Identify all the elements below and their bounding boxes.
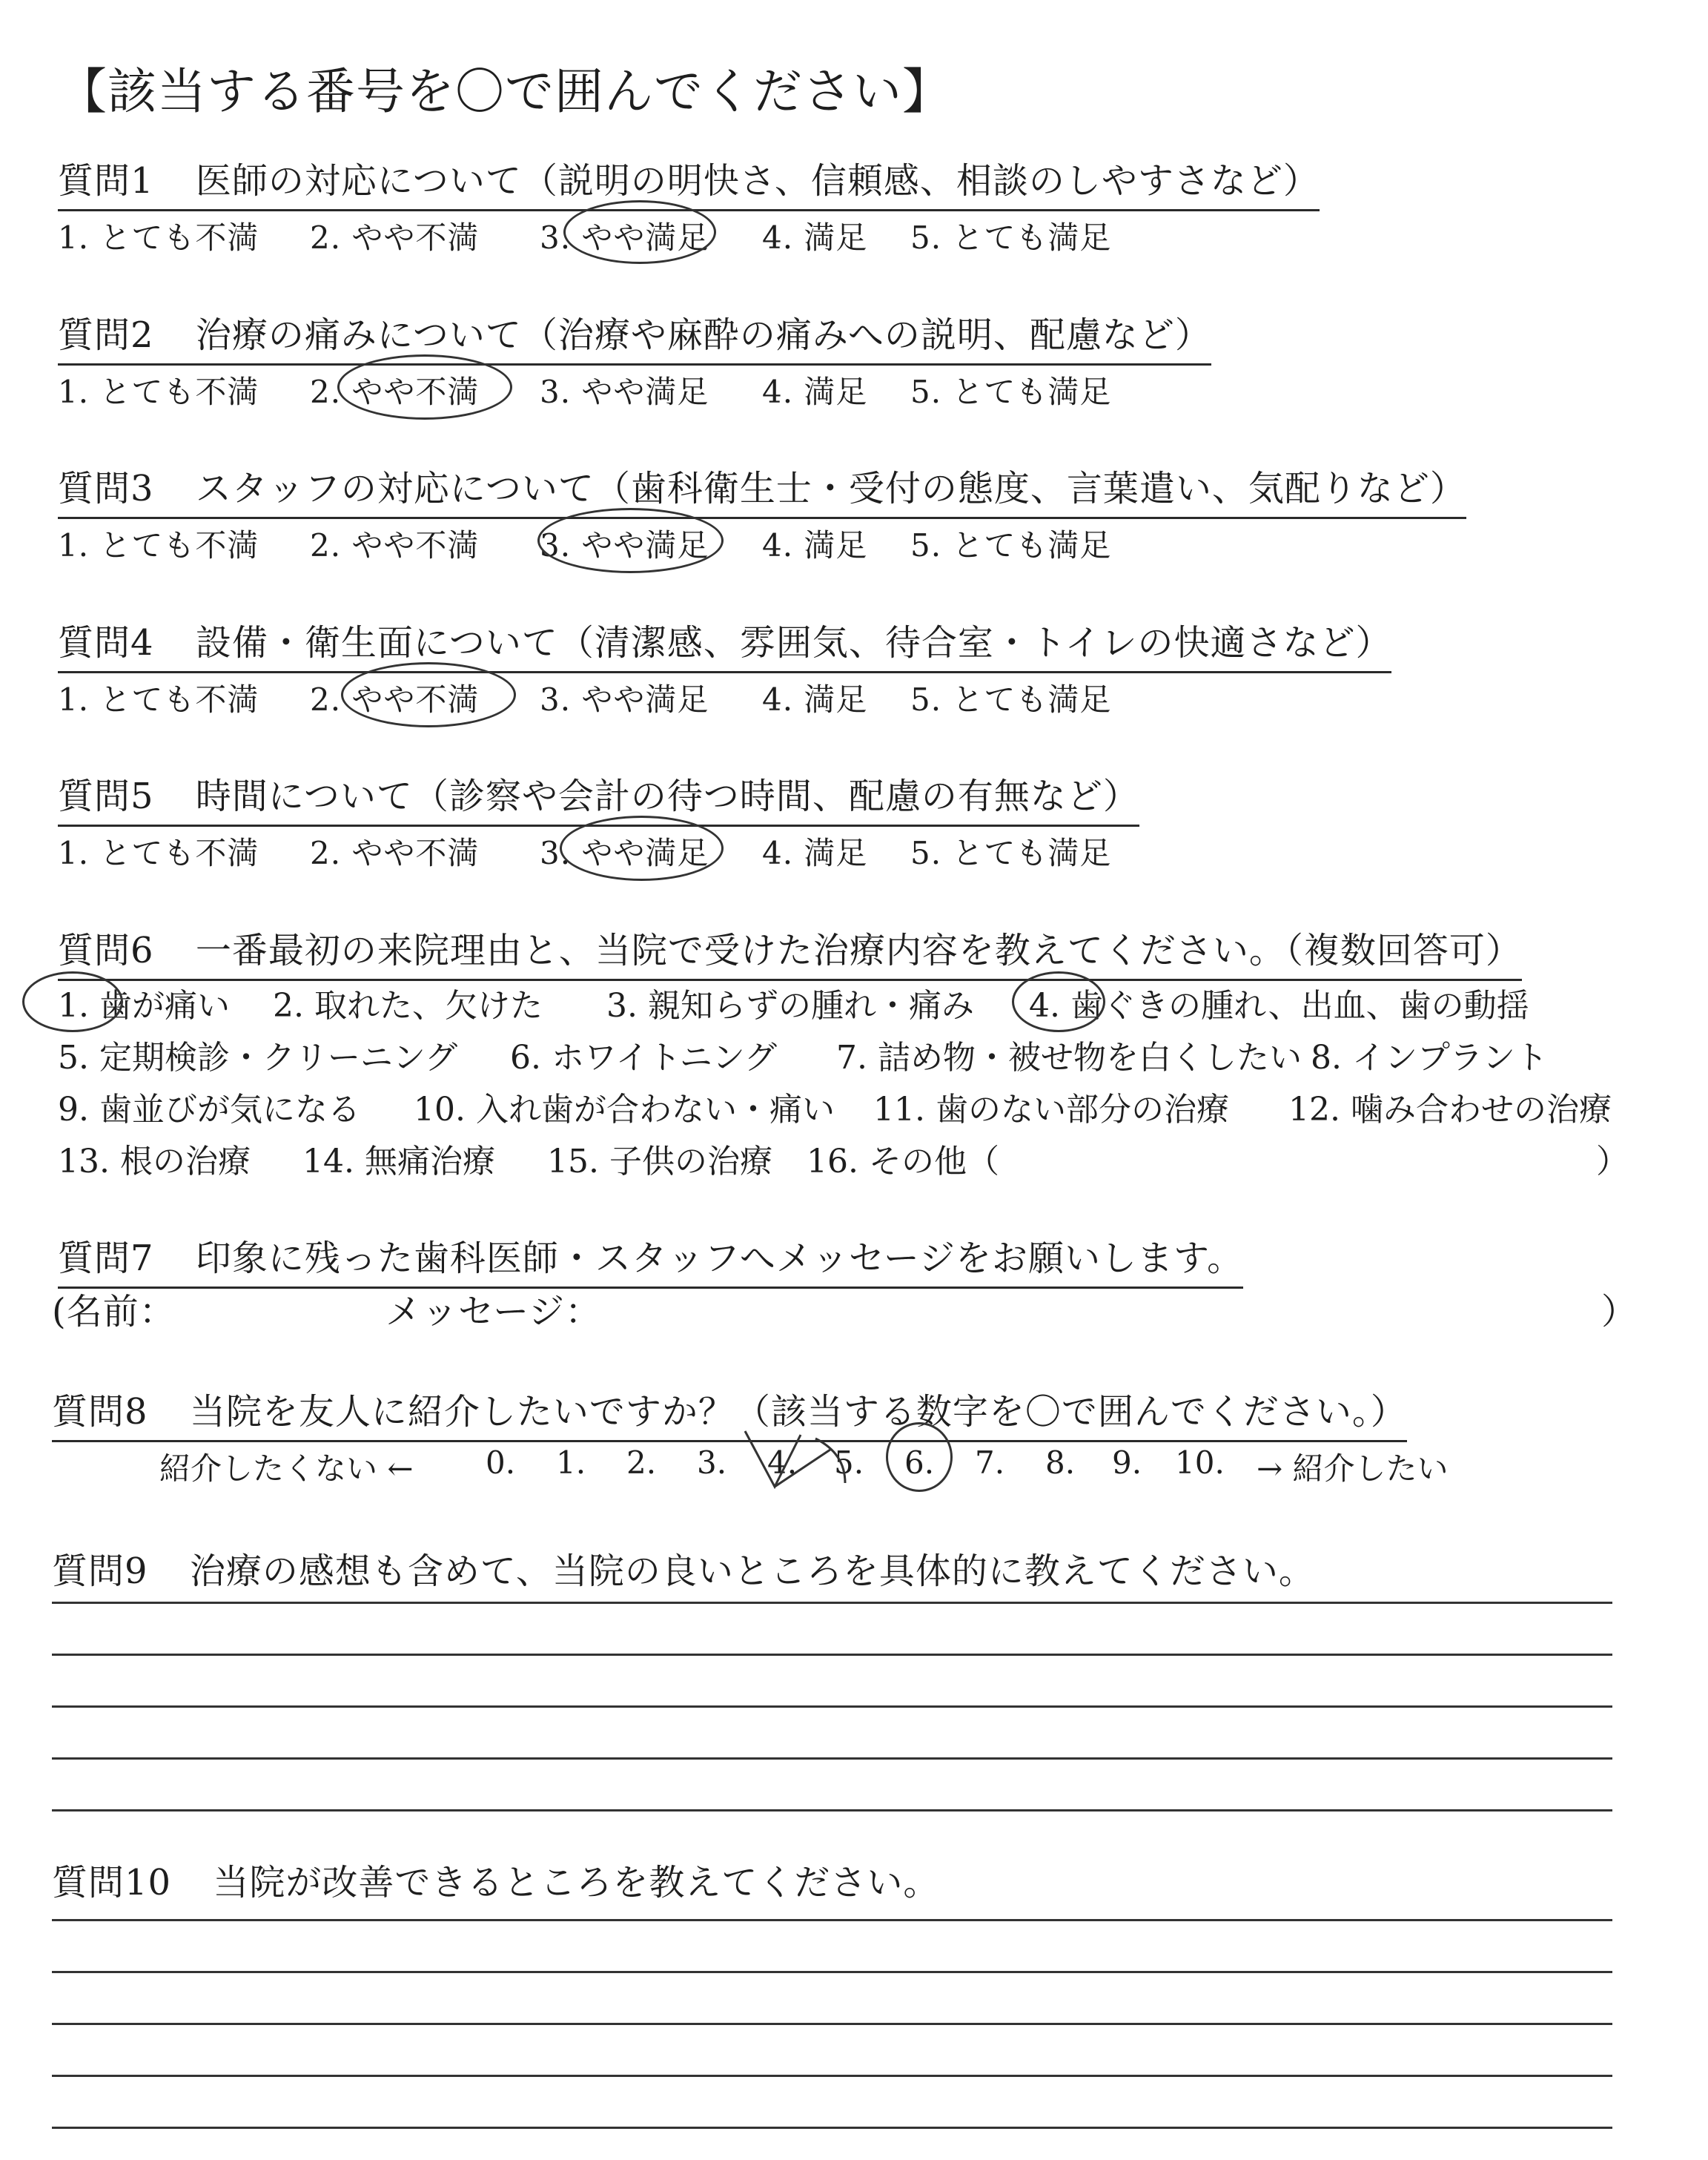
question-text: 医師の対応について（説明の明快さ、信頼感、相談のしやすさなど） [195, 160, 1320, 202]
option-5[interactable]: 5. とても満足 [910, 219, 1112, 256]
reason-option[interactable]: 6. ホワイトニング [510, 1039, 778, 1077]
page-heading: 【該当する番号を〇で囲んでください】 [58, 63, 952, 120]
reason-option[interactable]: 12. 噛み合わせの治療 [1288, 1091, 1612, 1129]
question-text: 設備・衛生面について（清潔感、雰囲気、待合室・トイレの快適さなど） [195, 622, 1392, 664]
reason-option[interactable]: 13. 根の治療 [58, 1143, 251, 1180]
question-label: 質問7 [58, 1238, 154, 1279]
option-5[interactable]: 5. とても満足 [910, 374, 1112, 410]
question-9-title [52, 1542, 1315, 1593]
answer-line[interactable] [52, 1654, 1612, 1656]
question-label: 質問10 [52, 1862, 172, 1903]
name-field-label: (名前： [52, 1291, 176, 1332]
answer-circle-mark [22, 971, 123, 1032]
option-4[interactable]: 4. 満足 [762, 835, 868, 871]
answer-line[interactable] [52, 1971, 1612, 1973]
answer-circle-mark [1012, 971, 1105, 1032]
answer-line[interactable] [52, 2075, 1612, 2077]
option-4[interactable]: 4. 満足 [762, 681, 868, 718]
question-label: 質問8 [52, 1391, 148, 1433]
question-label: 質問2 [58, 314, 154, 356]
scale-number-2[interactable]: 2. [626, 1444, 657, 1481]
question-label: 質問3 [58, 468, 154, 509]
option-5[interactable]: 5. とても満足 [910, 681, 1112, 718]
answer-line[interactable] [52, 2127, 1612, 2129]
question-label: 質問5 [58, 776, 154, 817]
answer-line[interactable] [52, 1705, 1612, 1708]
question-5-title [58, 767, 1139, 827]
option-2[interactable]: 2. やや不満 [310, 527, 480, 564]
scale-number-4[interactable]: 4. [767, 1444, 798, 1481]
answer-circle-mark [537, 508, 724, 573]
answer-circle-mark [560, 816, 724, 881]
option-3[interactable]: 3. やや満足 [540, 835, 709, 871]
question-text: 治療の痛みについて（治療や麻酔の痛みへの説明、配慮など） [195, 314, 1211, 356]
option-1[interactable]: 1. とても不満 [58, 374, 259, 410]
reason-option[interactable]: 5. 定期検診・クリーニング [58, 1039, 458, 1077]
reason-option[interactable]: 11. 歯のない部分の治療 [873, 1091, 1229, 1129]
scale-number-6[interactable]: 6. [904, 1444, 935, 1481]
option-2[interactable]: 2. やや不満 [310, 219, 480, 256]
question-10-title [52, 1854, 939, 1905]
option-1[interactable]: 1. とても不満 [58, 681, 259, 718]
answer-circle-mark [337, 354, 512, 420]
scale-number-7[interactable]: 7. [975, 1444, 1005, 1481]
question-text: 時間について（診察や会計の待つ時間、配慮の有無など） [195, 776, 1139, 817]
scale-number-5[interactable]: 5. [834, 1444, 864, 1481]
message-field-label: メッセージ： [385, 1291, 602, 1332]
scale-right-label: → 紹介したい [1257, 1450, 1449, 1487]
question-1-title [58, 152, 1320, 211]
scale-left-label: 紹介したくない ← [159, 1450, 414, 1487]
question-text: 当院が改善できるところを教えてください。 [213, 1862, 940, 1903]
option-5[interactable]: 5. とても満足 [910, 835, 1112, 871]
reason-option[interactable]: 15. 子供の治療 [547, 1143, 772, 1180]
question-8-title [52, 1383, 1407, 1442]
question-text: 治療の感想も含めて、当院の良いところを具体的に教えてください。 [189, 1550, 1315, 1592]
answer-circle-mark [563, 200, 716, 264]
referral-scale [159, 1444, 1494, 1489]
reason-option[interactable]: 2. 取れた、欠けた [273, 987, 543, 1025]
question-6-row-2 [58, 1031, 1629, 1075]
question-text: 印象に残った歯科医師・スタッフへメッセージをお願いします。 [195, 1238, 1244, 1279]
option-3[interactable]: 3. やや満足 [540, 219, 709, 256]
option-1[interactable]: 1. とても不満 [58, 527, 259, 564]
answer-circle-mark [341, 662, 516, 727]
scale-number-8[interactable]: 8. [1045, 1444, 1076, 1481]
other-close-paren: ） [1596, 1143, 1629, 1180]
option-3[interactable]: 3. やや満足 [540, 527, 709, 564]
message-close-paren: ） [1601, 1291, 1638, 1332]
reason-option[interactable]: 14. 無痛治療 [302, 1143, 495, 1180]
option-3[interactable]: 3. やや満足 [540, 681, 709, 718]
question-2-options [58, 368, 1170, 412]
question-7-answer-row [52, 1283, 1638, 1335]
question-6-row-1 [58, 979, 1629, 1023]
question-7-title [58, 1229, 1243, 1289]
reason-option[interactable]: 4. 歯ぐきの腫れ、出血、歯の動揺 [1029, 987, 1529, 1025]
option-3[interactable]: 3. やや満足 [540, 374, 709, 410]
scale-number-9[interactable]: 9. [1112, 1444, 1142, 1481]
reason-option[interactable]: 1. 歯が痛い [58, 987, 230, 1025]
reason-option-other[interactable]: 16. その他（ [807, 1143, 999, 1180]
scale-number-0[interactable]: 0. [486, 1444, 516, 1481]
answer-line[interactable] [52, 2023, 1612, 2025]
option-5[interactable]: 5. とても満足 [910, 527, 1112, 564]
question-label: 質問4 [58, 622, 154, 664]
scale-number-1[interactable]: 1. [556, 1444, 586, 1481]
question-6-row-3 [58, 1083, 1629, 1127]
question-text: スタッフの対応について（歯科衛生士・受付の態度、言葉遣い、気配りなど） [195, 468, 1466, 509]
option-1[interactable]: 1. とても不満 [58, 835, 259, 871]
option-1[interactable]: 1. とても不満 [58, 219, 259, 256]
reason-option[interactable]: 9. 歯並びが気になる [58, 1091, 360, 1129]
question-label: 質問1 [58, 160, 154, 202]
reason-option[interactable]: 3. 親知らずの腫れ・痛み [606, 987, 974, 1025]
answer-circle-mark [886, 1422, 953, 1492]
scale-number-3[interactable]: 3. [697, 1444, 727, 1481]
option-2[interactable]: 2. やや不満 [310, 835, 480, 871]
answer-line[interactable] [52, 1757, 1612, 1760]
reason-option[interactable]: 7. 詰め物・被せ物を白くしたい [836, 1039, 1302, 1077]
reason-option[interactable]: 10. 入れ歯が合わない・痛い [414, 1091, 835, 1129]
question-text: 一番最初の来院理由と、当院で受けた治療内容を教えてください。（複数回答可） [195, 930, 1522, 971]
question-6-row-4 [58, 1135, 1629, 1179]
scale-number-10[interactable]: 10. [1175, 1444, 1225, 1481]
answer-line[interactable] [52, 1919, 1612, 1921]
reason-option[interactable]: 8. インプラント [1311, 1039, 1548, 1077]
option-4[interactable]: 4. 満足 [762, 374, 868, 410]
answer-line[interactable] [52, 1809, 1612, 1811]
question-text: 当院を友人に紹介したいですか？（該当する数字を〇で囲んでください。） [189, 1391, 1407, 1433]
question-4-options [58, 676, 1170, 720]
option-4[interactable]: 4. 満足 [762, 219, 868, 256]
option-2[interactable]: 2. やや不満 [310, 681, 480, 718]
option-4[interactable]: 4. 満足 [762, 527, 868, 564]
question-label: 質問9 [52, 1550, 148, 1592]
answer-line[interactable] [52, 1602, 1612, 1604]
question-label: 質問6 [58, 930, 154, 971]
question-4-title [58, 614, 1391, 673]
option-2[interactable]: 2. やや不満 [310, 374, 480, 410]
question-2-title [58, 306, 1211, 366]
question-3-title [58, 460, 1466, 519]
question-6-title [58, 922, 1522, 981]
